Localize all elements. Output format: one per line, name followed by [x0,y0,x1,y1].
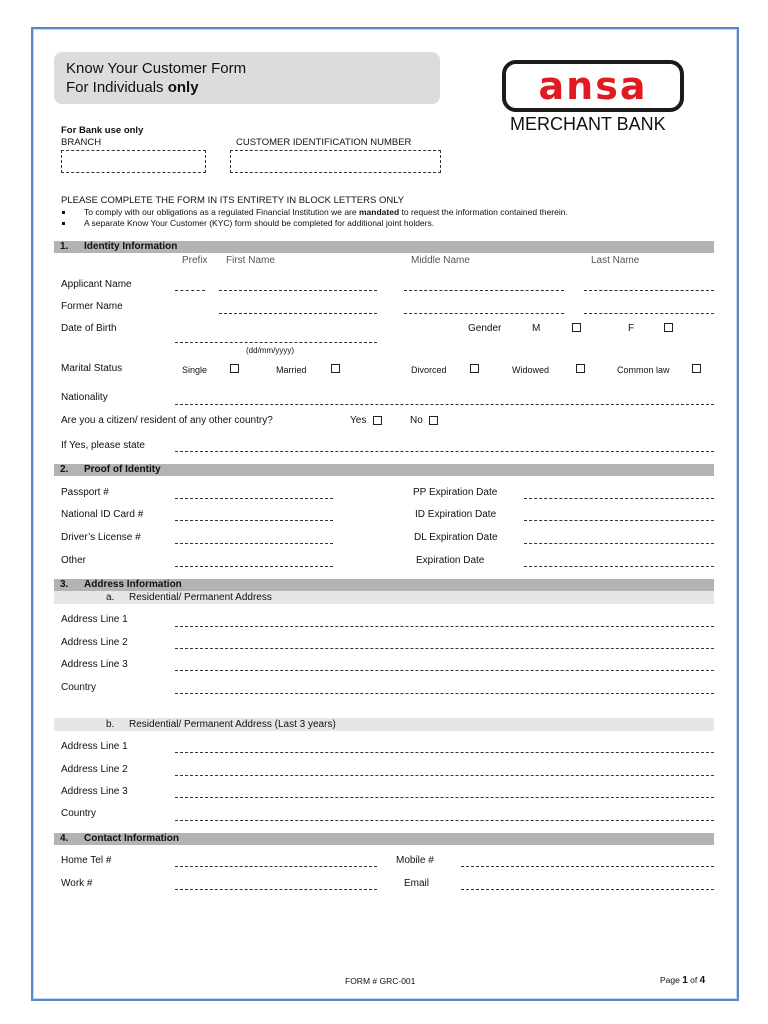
page-of: of [687,975,700,985]
work-label: Work # [61,878,93,889]
instruction-bullet-2: A separate Know Your Customer (KYC) form should be completed for additional joint holders. [84,218,435,228]
col-first-name: First Name [226,255,275,266]
email-field[interactable] [461,889,714,890]
yes-checkbox[interactable] [373,416,382,425]
bullet-icon [62,211,65,214]
no-label: No [410,415,423,426]
address-a-line2-label: Address Line 2 [61,637,128,648]
gender-label: Gender [468,323,502,334]
bullet1-post: to request the information contained therein. [399,207,568,217]
other-expiration-field[interactable] [524,566,714,567]
single-checkbox[interactable] [230,364,239,373]
section-number: 1. [60,241,69,252]
applicant-name-label: Applicant Name [61,279,132,290]
gender-f-label: F [628,323,635,334]
applicant-middle-field[interactable] [404,290,564,291]
section-number: 3. [60,579,69,590]
section-number: 2. [60,464,69,475]
bullet1-bold: mandated [358,207,400,217]
former-last-field[interactable] [584,313,714,314]
branch-field[interactable] [61,150,206,173]
marital-status-label: Marital Status [61,363,123,374]
home-tel-field[interactable] [175,866,377,867]
section-identity-header [54,241,714,253]
address-a-line1-label: Address Line 1 [61,614,128,625]
subsection-b-header [54,718,714,731]
yes-label: Yes [350,415,367,426]
address-b-line3-label: Address Line 3 [61,786,128,797]
page-indicator [660,975,705,986]
citizen-question: Are you a citizen/ resident of any other country? [61,415,273,426]
form-title-line2 [66,79,199,96]
bullet1-pre: To comply with our obligations as a regulated Financial Institution we are [84,207,359,217]
widowed-checkbox[interactable] [576,364,585,373]
former-name-label: Former Name [61,301,123,312]
mobile-field[interactable] [461,866,714,867]
dob-format-hint: (dd/mm/yyyy) [246,346,294,355]
pp-expiration-label: PP Expiration Date [413,487,498,498]
email-label: Email [404,878,430,889]
other-id-label: Other [61,555,87,566]
section-title: Identity Information [84,241,178,252]
gender-m-checkbox[interactable] [572,323,581,332]
page-number: 1 [682,975,688,986]
if-yes-label: If Yes, please state [61,440,145,451]
married-checkbox[interactable] [331,364,340,373]
applicant-last-field[interactable] [584,290,714,291]
mobile-label: Mobile # [396,855,434,866]
drivers-license-field[interactable] [175,543,333,544]
cin-label: CUSTOMER IDENTIFICATION NUMBER [236,137,412,148]
page-word: Page [660,975,683,985]
address-b-line1-label: Address Line 1 [61,741,128,752]
section-address-header [54,579,714,591]
address-b-line2-label: Address Line 2 [61,764,128,775]
pp-expiration-field[interactable] [524,498,714,499]
ansa-logo [502,60,684,112]
col-prefix: Prefix [182,255,208,266]
section-number: 4. [60,833,69,844]
form-title-prefix: For Individuals [66,79,168,96]
address-a-line3-label: Address Line 3 [61,659,128,670]
branch-label: BRANCH [61,137,102,148]
common-law-label: Common law [617,365,670,375]
single-label: Single [182,365,208,375]
former-first-field[interactable] [219,313,377,314]
section-proof-header [54,464,714,476]
id-expiration-label: ID Expiration Date [415,509,497,520]
address-a-line1-field[interactable] [175,626,714,627]
passport-label: Passport # [61,487,109,498]
address-b-line3-field[interactable] [175,797,714,798]
gender-m-label: M [532,323,541,334]
section-title: Address Information [84,579,182,590]
cin-field[interactable] [230,150,441,173]
col-last-name: Last Name [591,255,640,266]
applicant-first-field[interactable] [219,290,377,291]
dl-expiration-label: DL Expiration Date [414,532,498,543]
subsection-title: Residential/ Permanent Address (Last 3 years) [129,719,336,730]
address-b-country-label: Country [61,808,97,819]
married-label: Married [276,365,307,375]
gender-f-checkbox[interactable] [664,323,673,332]
address-a-line2-field[interactable] [175,648,714,649]
instructions-main: PLEASE COMPLETE THE FORM IN ITS ENTIRETY IN BLOCK LETTERS ONLY [61,195,405,206]
other-id-field[interactable] [175,566,333,567]
subsection-a-header [54,591,714,604]
id-expiration-field[interactable] [524,520,714,521]
dob-label: Date of Birth [61,323,117,334]
dob-field[interactable] [175,342,377,343]
drivers-license-label: Driver’s License # [61,532,141,543]
address-a-country-label: Country [61,682,97,693]
form-number: FORM # GRC-001 [345,976,416,986]
address-a-country-field[interactable] [175,693,714,694]
address-b-line1-field[interactable] [175,752,714,753]
page-total: 4 [699,975,706,986]
logo-brand-text: ansa [538,64,648,108]
widowed-label: Widowed [512,365,550,375]
former-middle-field[interactable] [404,313,564,314]
section-title: Contact Information [84,833,179,844]
section-title: Proof of Identity [84,464,161,475]
national-id-field[interactable] [175,520,333,521]
nationality-label: Nationality [61,392,108,403]
common-law-checkbox[interactable] [692,364,701,373]
bank-use-heading: For Bank use only [61,125,144,136]
form-title-line1: Know Your Customer Form [66,60,247,77]
home-tel-label: Home Tel # [61,855,112,866]
section-contact-header [54,833,714,845]
col-middle-name: Middle Name [411,255,470,266]
logo-subtitle: MERCHANT BANK [510,114,666,134]
no-checkbox[interactable] [429,416,438,425]
subsection-letter: b. [106,719,115,730]
divorced-checkbox[interactable] [470,364,479,373]
work-field[interactable] [175,889,377,890]
address-b-country-field[interactable] [175,820,714,821]
address-a-line3-field[interactable] [175,670,714,671]
national-id-label: National ID Card # [61,509,144,520]
if-yes-field[interactable] [175,451,714,452]
form-title-bold: only [167,79,199,96]
divorced-label: Divorced [411,365,447,375]
instruction-bullet-1 [84,207,568,217]
dl-expiration-field[interactable] [524,543,714,544]
applicant-prefix-field[interactable] [175,290,205,291]
bullet-icon [62,222,65,225]
subsection-letter: a. [106,592,115,603]
nationality-field[interactable] [175,404,714,405]
other-expiration-label: Expiration Date [416,555,485,566]
passport-field[interactable] [175,498,333,499]
subsection-title: Residential/ Permanent Address [129,592,272,603]
address-b-line2-field[interactable] [175,775,714,776]
